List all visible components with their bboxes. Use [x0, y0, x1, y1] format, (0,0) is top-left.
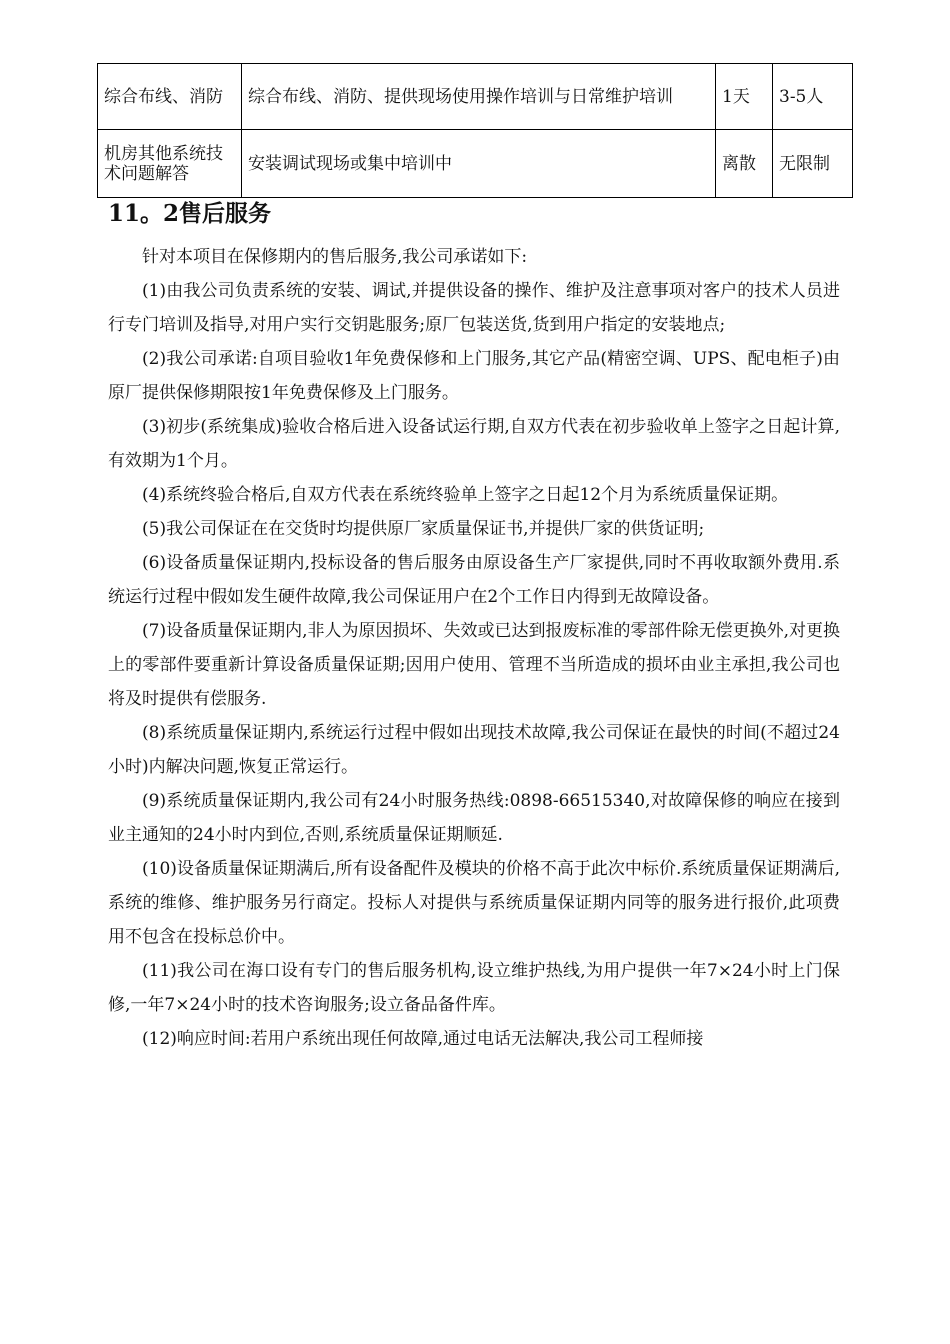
section-body [108, 240, 840, 1056]
paragraph-item-3: (3)初步(系统集成)验收合格后进入设备试运行期,自双方代表在初步验收单上签字之日起计算,有效期为1个月。 [108, 417, 840, 471]
paragraph-item-12: (12)响应时间:若用户系统出现任何故障,通过电话无法解决,我公司工程师接 [142, 1029, 704, 1049]
paragraph-item-11: (11)我公司在海口设有专门的售后服务机构,设立维护热线,为用户提供一年7×24小时上门保修,一年7×24小时的技术咨询服务;设立备品备件库。 [108, 961, 840, 1015]
paragraph-item-8: (8)系统质量保证期内,系统运行过程中假如出现技术故障,我公司保证在最快的时间(不超过24小时)内解决问题,恢复正常运行。 [108, 723, 840, 777]
table-cell-topic: 综合布线、消防 [98, 64, 242, 130]
paragraph-intro: 针对本项目在保修期内的售后服务,我公司承诺如下: [142, 247, 528, 267]
paragraph-item-2: (2)我公司承诺:自项目验收1年免费保修和上门服务,其它产品(精密空调、UPS、配电柜子)由原厂提供保修期限按1年免费保修及上门服务。 [108, 349, 840, 403]
table-cell-content: 综合布线、消防、提供现场使用操作培训与日常维护培训 [242, 64, 716, 130]
table-row [98, 130, 853, 198]
training-table [97, 63, 853, 198]
paragraph-item-9: (9)系统质量保证期内,我公司有24小时服务热线:0898-66515340,对故障保修的响应在接到业主通知的24小时内到位,否则,系统质量保证期顺延. [108, 791, 840, 845]
paragraph-item-7: (7)设备质量保证期内,非人为原因损坏、失效或已达到报废标准的零部件除无偿更换外,对更换上的零部件要重新计算设备质量保证期;因用户使用、管理不当所造成的损坏由业主承担,我公司也将及时提供有偿服务. [108, 621, 840, 709]
paragraph-item-6: (6)设备质量保证期内,投标设备的售后服务由原设备生产厂家提供,同时不再收取额外费用.系统运行过程中假如发生硬件故障,我公司保证用户在2个工作日内得到无故障设备。 [108, 553, 840, 607]
table-cell-topic: 机房其他系统技术问题解答 [98, 130, 242, 198]
table-cell-people: 无限制 [773, 130, 853, 198]
table-cell-content: 安装调试现场或集中培训中 [242, 130, 716, 198]
section-heading: 11。2售后服务 [108, 200, 272, 227]
table-cell-duration: 离散 [716, 130, 773, 198]
paragraph-item-4: (4)系统终验合格后,自双方代表在系统终验单上签字之日起12个月为系统质量保证期。 [142, 485, 789, 505]
table-cell-people: 3-5人 [773, 64, 853, 130]
paragraph-item-5: (5)我公司保证在在交货时均提供原厂家质量保证书,并提供厂家的供货证明; [142, 519, 705, 539]
paragraph-item-1: (1)由我公司负责系统的安装、调试,并提供设备的操作、维护及注意事项对客户的技术人员进行专门培训及指导,对用户实行交钥匙服务;原厂包装送货,货到用户指定的安装地点; [108, 281, 840, 335]
table-cell-duration: 1天 [716, 64, 773, 130]
paragraph-item-10: (10)设备质量保证期满后,所有设备配件及模块的价格不高于此次中标价.系统质量保证期满后,系统的维修、维护服务另行商定。投标人对提供与系统质量保证期内同等的服务进行报价,此项费用不包含在投标总价中。 [108, 859, 840, 947]
table-row [98, 64, 853, 130]
